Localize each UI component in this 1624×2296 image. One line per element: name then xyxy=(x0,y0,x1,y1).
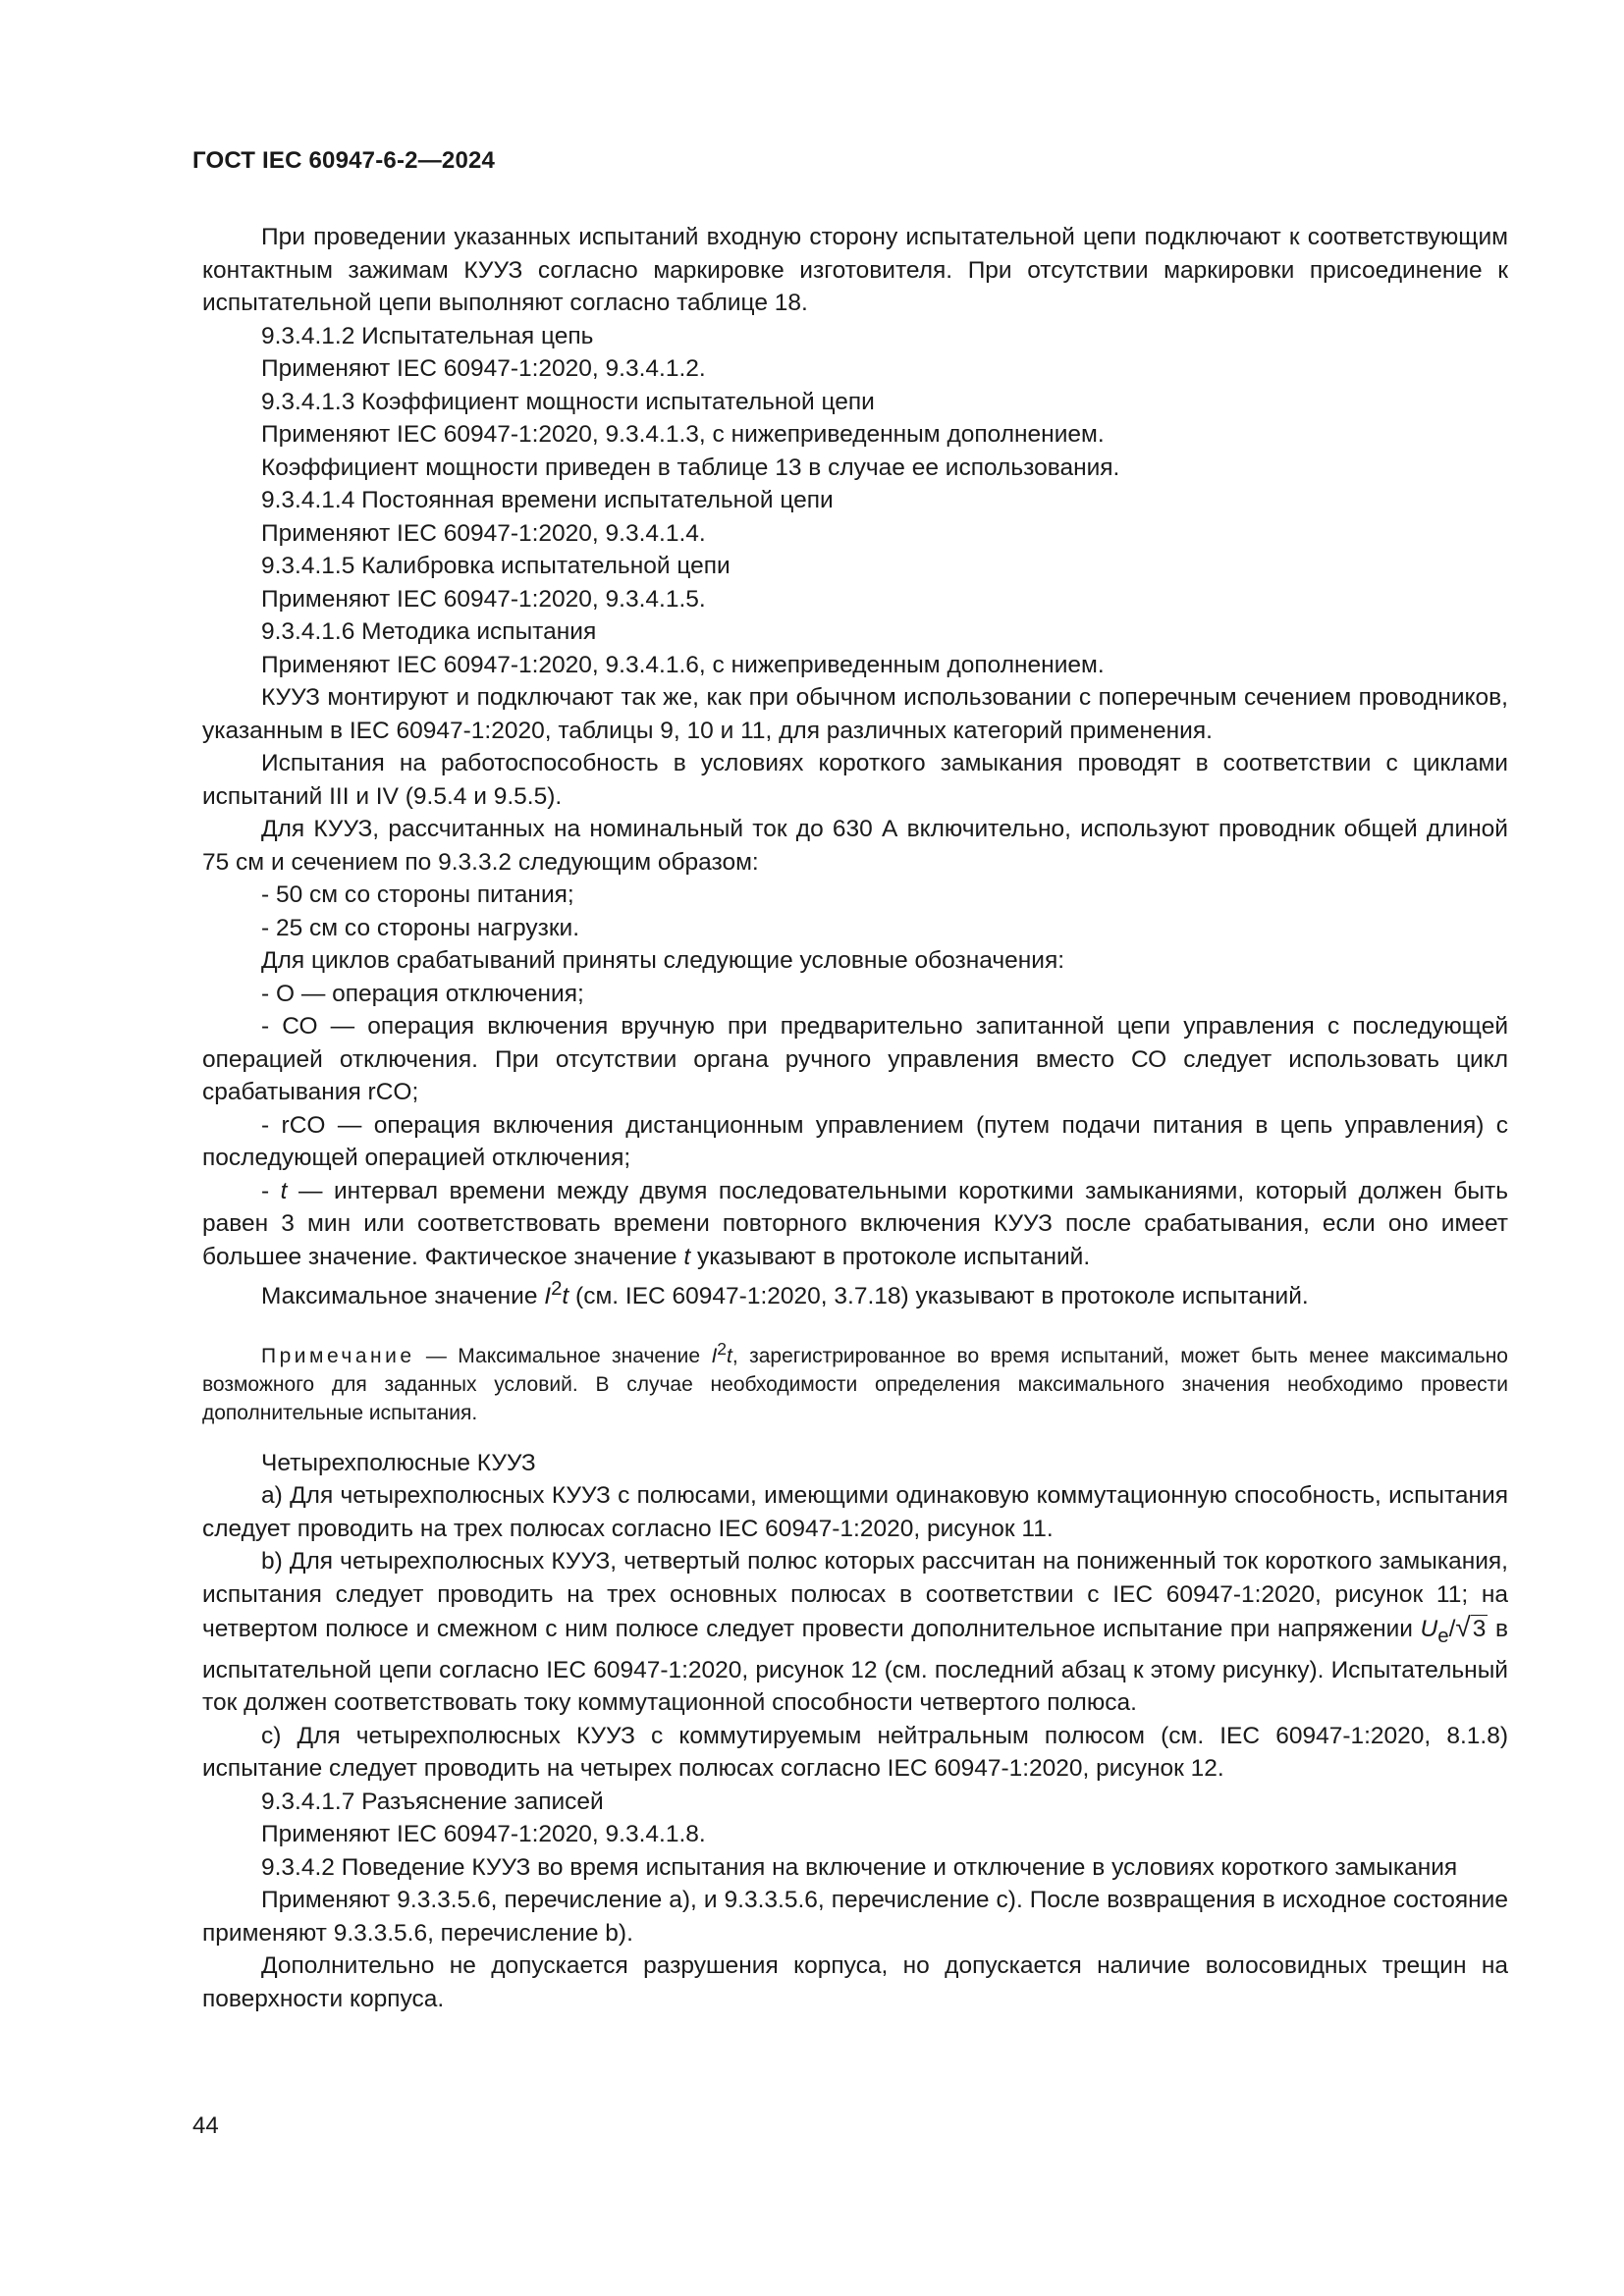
section-heading: 9.3.4.1.2 Испытательная цепь xyxy=(261,322,594,349)
section-heading: 9.3.4.1.3 Коэффициент мощности испытательной цепи xyxy=(261,388,875,415)
paragraph: Коэффициент мощности приведен в таблице 13 в случае ее использования. xyxy=(261,454,1120,481)
section-heading: 9.3.4.1.6 Методика испытания xyxy=(261,618,597,645)
list-item: a) Для четырехполюсных КУУЗ с полюсами, имеющими одинаковую коммутационную способность, испытания следует проводить на трех полюсах согласно IEC 60947-1:2020, рисунок 11. xyxy=(202,1482,1508,1542)
paragraph: Применяют IEC 60947-1:2020, 9.3.4.1.6, с нижеприведенным дополнением. xyxy=(261,651,1105,678)
superscript: 2 xyxy=(551,1278,563,1300)
section-heading: 9.3.4.1.4 Постоянная времени испытательной цепи xyxy=(261,487,834,513)
paragraph: Применяют IEC 60947-1:2020, 9.3.4.1.3, с нижеприведенным дополнением. xyxy=(261,421,1105,448)
paragraph: КУУЗ монтируют и подключают так же, как при обычном использовании с поперечным сечением проводников, указанным в IEC 60947-1:2020, таблицы 9, 10 и 11, для различных категорий применения. xyxy=(202,684,1508,744)
symbol-i: I xyxy=(544,1283,552,1310)
text-run: указывают в протоколе испытаний. xyxy=(690,1243,1091,1270)
paragraph: Применяют IEC 60947-1:2020, 9.3.4.1.4. xyxy=(261,519,706,547)
list-item xyxy=(202,1545,1508,1719)
paragraph: Применяют 9.3.3.5.6, перечисление a), и 9.3.3.5.6, перечисление c). После возвращения в исходное состояние применяют 9.3.3.5.6, перечисление b). xyxy=(202,1887,1508,1947)
page-number: 44 xyxy=(192,2112,219,2139)
list-item: - rCO — операция включения дистанционным управлением (путем подачи питания в цепь управления) с последующей операцией отключения; xyxy=(202,1111,1508,1171)
document-header: ГОСТ IEC 60947-6-2—2024 xyxy=(192,147,496,174)
text-run: — интервал времени между двумя последовательными короткими замыканиями, который должен быть равен 3 мин или соответствовать времени повторного включения КУУЗ после срабатывания, если оно имеет большее значение. Фактическое значение xyxy=(202,1177,1509,1270)
paragraph: Применяют IEC 60947-1:2020, 9.3.4.1.2. xyxy=(261,355,706,382)
list-item: - 50 см со стороны питания; xyxy=(261,881,574,908)
note-label: Примечание xyxy=(261,1344,415,1367)
square-root xyxy=(1455,1612,1488,1643)
symbol-t: t xyxy=(727,1344,732,1367)
text-run: , зарегистрированное во время испытаний, может быть менее максимально возможного для заданных условий. В случае необходимости определения максимального значения необходимо провести дополнительные испытания. xyxy=(202,1344,1508,1424)
list-item: - 25 см со стороны нагрузки. xyxy=(261,914,580,941)
list-item: - О — операция отключения; xyxy=(261,980,584,1007)
radical-sign: √ xyxy=(1455,1612,1471,1643)
radicand: 3 xyxy=(1472,1616,1487,1643)
section-heading: 9.3.4.1.5 Калибровка испытательной цепи xyxy=(261,553,731,579)
list-item: - СО — операция включения вручную при предварительно запитанной цепи управления с последующей операцией отключения. При отсутствии органа ручного управления вместо СО следует использовать цикл срабатывания rCO; xyxy=(202,1013,1508,1105)
slash: / xyxy=(1448,1616,1456,1643)
section-heading: 9.3.4.2 Поведение КУУЗ во время испытания на включение и отключение в условиях короткого замыкания xyxy=(261,1853,1458,1881)
symbol-t: t xyxy=(280,1177,288,1204)
paragraph: Применяют IEC 60947-1:2020, 9.3.4.1.8. xyxy=(261,1821,706,1848)
paragraph: Для циклов срабатываний приняты следующие условные обозначения: xyxy=(261,947,1065,974)
paragraph: При проведении указанных испытаний входную сторону испытательной цепи подключают к соответствующим контактным зажимам КУУЗ согласно маркировке изготовителя. При отсутствии маркировки присоединение к испытательной цепи выполняют согласно таблице 18. xyxy=(202,224,1508,316)
symbol-i: I xyxy=(711,1344,718,1367)
superscript: 2 xyxy=(717,1338,728,1359)
text-run: в испытательной цепи согласно IEC 60947-1:2020, рисунок 12 (см. последний абзац к этому рисунку). Испытательный ток должен соответствовать току коммутационной способности четвертого полюса. xyxy=(202,1616,1508,1717)
text-run: b) Для четырехполюсных КУУЗ, четвертый полюс которых рассчитан на пониженный ток короткого замыкания, испытания следует проводить на трех основных полюсах в соответствии с IEC 60947-1:2020, рисунок 11; на четвертом полюсе и смежном с ним полюсе следует провести дополнительное испытание при напряжении xyxy=(202,1548,1508,1643)
paragraph: Испытания на работоспособность в условиях короткого замыкания проводят в соответствии с циклами испытаний III и IV (9.5.4 и 9.5.5). xyxy=(202,750,1508,810)
note xyxy=(202,1335,1508,1427)
document-body xyxy=(202,221,1508,2015)
symbol-u: U xyxy=(1420,1616,1438,1643)
list-item: - t — интервал времени между двумя последовательными короткими замыканиями, который должен быть равен 3 мин или соответствовать времени повторного включения КУУЗ после срабатывания, если оно имеет большее значение. Фактическое значение t указывают в протоколе испытаний. xyxy=(202,1177,1509,1270)
text-run: Максимальное значение xyxy=(261,1283,545,1310)
section-heading: 9.3.4.1.7 Разъяснение записей xyxy=(261,1788,604,1815)
text-run: — Максимальное значение xyxy=(414,1344,712,1367)
paragraph: Дополнительно не допускается разрушения корпуса, но допускается наличие волосовидных трещин на поверхности корпуса. xyxy=(202,1952,1508,2012)
symbol-t: t xyxy=(683,1243,691,1270)
symbol-t: t xyxy=(562,1283,569,1310)
paragraph xyxy=(202,1273,1508,1313)
subscript: e xyxy=(1437,1626,1449,1648)
list-item: c) Для четырехполюсных КУУЗ с коммутируемым нейтральным полюсом (см. IEC 60947-1:2020, 8.1.8) испытание следует проводить на четырех полюсах согласно IEC 60947-1:2020, рисунок 12. xyxy=(202,1722,1508,1783)
section-heading: Четырехполюсные КУУЗ xyxy=(261,1449,536,1476)
paragraph: Применяют IEC 60947-1:2020, 9.3.4.1.5. xyxy=(261,585,706,613)
text-run: (см. IEC 60947-1:2020, 3.7.18) указывают в протоколе испытаний. xyxy=(568,1283,1309,1310)
paragraph: Для КУУЗ, рассчитанных на номинальный ток до 630 А включительно, используют проводник общей длиной 75 см и сечением по 9.3.3.2 следующим образом: xyxy=(202,816,1508,876)
